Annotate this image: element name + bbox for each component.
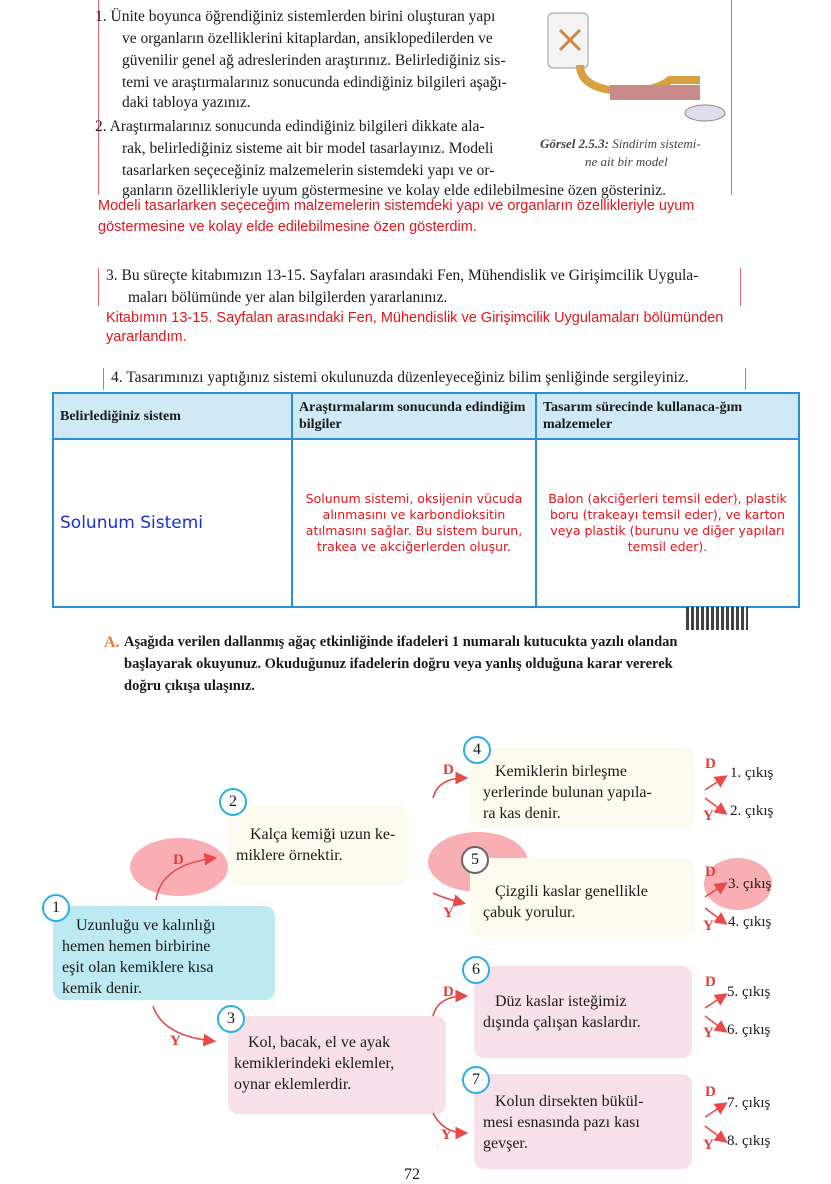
exit-7: 7. çıkış	[727, 1095, 771, 1111]
node-text-line: eşit olan kemiklere kısa	[62, 959, 214, 976]
false-label: Y	[170, 1033, 181, 1049]
true-label: D	[173, 852, 184, 868]
answer-2-line: göstermesine ve kolay elde edilebilmesine özen gösterdim.	[98, 219, 477, 235]
node-text-line: yerlerinde bulunan yapıla-	[483, 784, 652, 801]
table-header: Belirlediğiniz sistem	[53, 393, 292, 439]
true-label: D	[705, 1084, 716, 1100]
table-cell-info: Solunum sistemi, oksijenin vücuda alınmasını ve karbondioksitin atılmasını sağlar. Bu sistem burun, trakea ve akciğerlerden oluşur.	[292, 439, 536, 607]
node-text-line: gevşer.	[483, 1135, 528, 1152]
exit-8: 8. çıkış	[727, 1133, 771, 1149]
node-text-line: Kolun dirsekten bükül-	[495, 1093, 644, 1110]
table-cell-materials: Balon (akciğerleri temsil eder), plastik boru (trakeayı temsil eder), ve karton veya plastik (burunu ve diğer yapıları temsil eder).	[536, 439, 799, 607]
false-label: Y	[703, 1137, 714, 1153]
node-text-line: Uzunluğu ve kalınlığı	[76, 917, 216, 934]
node-text-line: Kemiklerin birleşme	[495, 763, 627, 780]
node-number: 5	[461, 846, 489, 874]
item-2-line: ganların özellikleriyle uyum göstermesine ve kolay elde edilebilmesine özen gösteriniz.	[122, 182, 667, 199]
true-label: D	[705, 864, 716, 880]
item-1-line: 1. Ünite boyunca öğrendiğiniz sistemlerden birini oluşturan yapı	[95, 8, 496, 25]
true-label: D	[705, 756, 716, 772]
section-instruction: doğru çıkışa ulaşınız.	[124, 678, 255, 694]
exit-2: 2. çıkış	[730, 803, 774, 819]
answer-3-line: Kitabımın 13-15. Sayfalan arasındaki Fen, Mühendislik ve Girişimcilik Uygulamaları bölümünden	[106, 310, 724, 326]
item-2-line: tasarlarken seçeceğiniz malzemelerin sistemdeki yapı ve or-	[122, 162, 495, 179]
exit-4: 4. çıkış	[728, 914, 772, 930]
table-header: Tasarım sürecinde kullanaca-ğım malzemeler	[536, 393, 799, 439]
section-instruction: başlayarak okuyunuz. Okuduğunuz ifadelerin doğru veya yanlış olduğuna karar vererek	[124, 656, 673, 672]
node-text-line: Çizgili kaslar genellikle	[495, 883, 648, 900]
node-text-line: ra kas denir.	[483, 805, 561, 822]
caption-label: Görsel 2.5.3:	[540, 136, 609, 151]
node-number: 7	[462, 1066, 490, 1094]
node-text-line: kemiklerindeki eklemler,	[234, 1055, 395, 1072]
answer-2-line: Modeli tasarlarken seçeceğim malzemelerin sistemdeki yapı ve organların özellikleriyle uyum	[98, 198, 695, 214]
node-text-line: Kalça kemiği uzun ke-	[250, 826, 396, 843]
false-label: Y	[703, 918, 714, 934]
table-header: Araştırmalarım sonucunda edindiğim bilgiler	[292, 393, 536, 439]
node-text-line: miklere örnektir.	[236, 847, 343, 864]
item-2-line: rak, belirlediğiniz sisteme ait bir model tasarlayınız. Modeli	[122, 140, 494, 157]
item-1-line: daki tabloya yazınız.	[122, 94, 251, 111]
item-1-line: temi ve araştırmalarınız sonucunda edindiğiniz bilgileri aşağı-	[122, 74, 507, 91]
false-label: Y	[703, 808, 714, 824]
node-text-line: hemen hemen birbirine	[62, 938, 211, 955]
figure-caption-line2: ne ait bir model	[585, 154, 668, 169]
item-1-line: güvenilir genel ağ adreslerinden araştırınız. Belirlediğiniz sis-	[122, 52, 506, 69]
table-cell-system: Solunum Sistemi	[53, 439, 292, 607]
true-label: D	[443, 984, 454, 1000]
false-label: Y	[443, 905, 454, 921]
node-number: 3	[217, 1005, 245, 1033]
item-2-line: 2. Araştırmalarınız sonucunda edindiğiniz bilgileri dikkate ala-	[95, 118, 485, 135]
caption-text: Sindirim sistemi-	[608, 136, 701, 151]
exit-1: 1. çıkış	[730, 765, 774, 781]
item-4-line: 4. Tasarımınızı yaptığınız sistemi okulunuzda düzenleyeceğiniz bilim şenliğinde sergileyiniz.	[111, 369, 689, 386]
true-label: D	[705, 974, 716, 990]
node-text-line: mesi esnasında pazı kası	[483, 1114, 640, 1131]
node-number: 2	[219, 788, 247, 816]
false-label: Y	[703, 1025, 714, 1041]
node-text-line: kemik denir.	[62, 980, 142, 997]
node-text-line: Düz kaslar isteğimiz	[495, 993, 627, 1010]
page-number: 72	[404, 1166, 420, 1183]
item-3-line: 3. Bu süreçte kitabımızın 13-15. Sayfaları arasındaki Fen, Mühendislik ve Girişimcilik Uygula-	[106, 267, 699, 284]
node-text-line: dışında çalışan kaslardır.	[483, 1014, 641, 1031]
node-text-line: çabuk yorulur.	[483, 904, 576, 921]
node-text-line: oynar eklemlerdir.	[234, 1076, 352, 1093]
false-label: Y	[441, 1127, 452, 1143]
item-3-line: maları bölümünde yer alan bilgilerden yararlanınız.	[128, 289, 448, 306]
node-number: 6	[462, 956, 490, 984]
node-number: 4	[463, 736, 491, 764]
answer-3-line: yararlandım.	[106, 329, 187, 345]
section-letter: A.	[104, 634, 120, 651]
exit-6: 6. çıkış	[727, 1022, 771, 1038]
true-label: D	[443, 762, 454, 778]
node-number: 1	[42, 894, 70, 922]
node-text-line: Kol, bacak, el ve ayak	[248, 1034, 391, 1051]
exit-5: 5. çıkış	[727, 984, 771, 1000]
exit-3: 3. çıkış	[728, 876, 772, 892]
section-instruction: Aşağıda verilen dallanmış ağaç etkinliğinde ifadeleri 1 numaralı kutucukta yazılı olandan	[124, 634, 678, 650]
item-1-line: ve organların özelliklerini kitaplardan, ansiklopedilerden ve	[122, 30, 493, 47]
